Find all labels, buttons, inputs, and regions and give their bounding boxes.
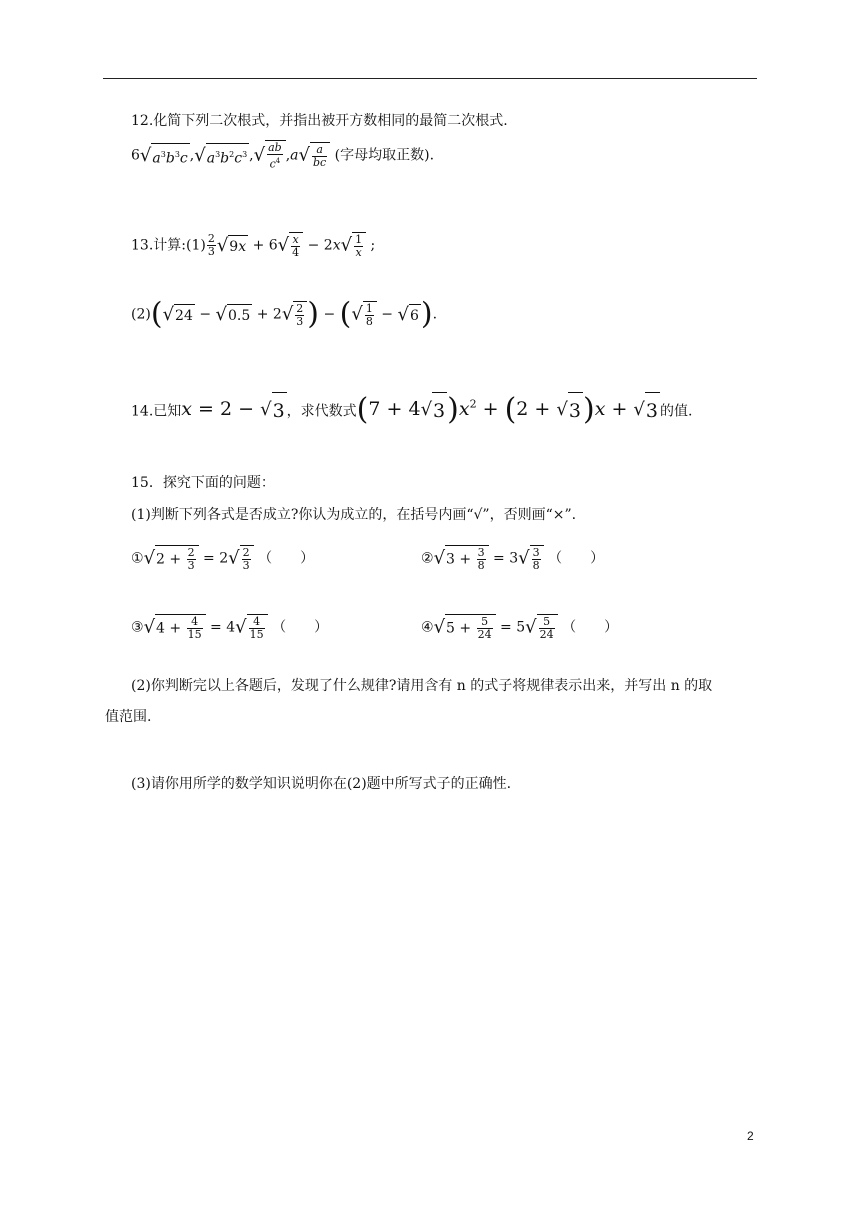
- q13-part2-label: (2): [131, 306, 151, 323]
- q15-title: 15．探究下面的问题：: [131, 475, 275, 491]
- q14-mid: ，求代数式: [286, 403, 357, 420]
- q15-part2-line1: (2)你判断完以上各题后，发现了什么规律?请用含有 n 的式子将规律表示出来，并写出 n 的取: [131, 678, 713, 694]
- answer-blank: （ ）: [562, 619, 619, 636]
- q15-part2-line2: 值范围.: [105, 709, 152, 725]
- q15-part1: (1)判断下列各式是否成立?你认为成立的，在括号内画“√”，否则画“×”.: [131, 507, 577, 523]
- page-number: 2: [747, 1129, 754, 1143]
- q15-item-4: ④√5 + $\frac{5}{24}$ = 5√ $\frac{5}{24}$ （ ）: [421, 615, 619, 641]
- q14-tail: 的值.: [659, 403, 693, 420]
- q15-part3: (3)请你用所学的数学知识说明你在(2)题中所写式子的正确性.: [131, 776, 512, 792]
- q14: 14.已知x = 2 − √3 ，求代数式$(7 + 4√3)x^2 + (2 + √3)x + √3$ 的值.: [131, 392, 693, 428]
- answer-blank: （ ）: [258, 550, 315, 567]
- q12-expressions: $6√a^3b^3c$ $,√a^3b^2c^3$ ,√ $\frac{ab}{c^4}$ ,a√ $\frac{a}{bc}$ (字母均取正数).: [131, 141, 435, 171]
- q13-part2: (2)(√24 − √0.5 + 2√ $\frac{2}{3}$ ) − (√ $\frac{1}{8}$ − √6).: [131, 296, 438, 332]
- item-mark: ③: [131, 619, 144, 636]
- item-mark: ④: [421, 619, 434, 636]
- q14-title: 14.已知: [131, 403, 182, 420]
- q15-item-2: ②√3 + $\frac{3}{8}$ = 3√ $\frac{3}{8}$ （ ）: [421, 546, 605, 572]
- q15-item-3: ③√4 + $\frac{4}{15}$ = 4√ $\frac{4}{15}$ （ ）: [131, 615, 329, 641]
- q13-title: 13.计算:(1): [131, 237, 206, 254]
- item-mark: ②: [421, 550, 434, 567]
- answer-blank: （ ）: [272, 619, 329, 636]
- header-rule: [103, 78, 757, 79]
- q13-part1: 13.计算:(1) $\frac{2}{3}$ √9x + 6√ $\frac{x}{4}$ − 2x√ $\frac{1}{x}$ ;: [131, 232, 376, 259]
- answer-blank: （ ）: [548, 550, 605, 567]
- q15-item-1: ①√2 + $\frac{2}{3}$ = 2√ $\frac{2}{3}$ （ ）: [131, 546, 315, 572]
- q12-note: (字母均取正数).: [334, 147, 435, 164]
- item-mark: ①: [131, 550, 144, 567]
- q12-title: 12.化简下列二次根式，并指出被开方数相同的最简二次根式.: [131, 113, 508, 129]
